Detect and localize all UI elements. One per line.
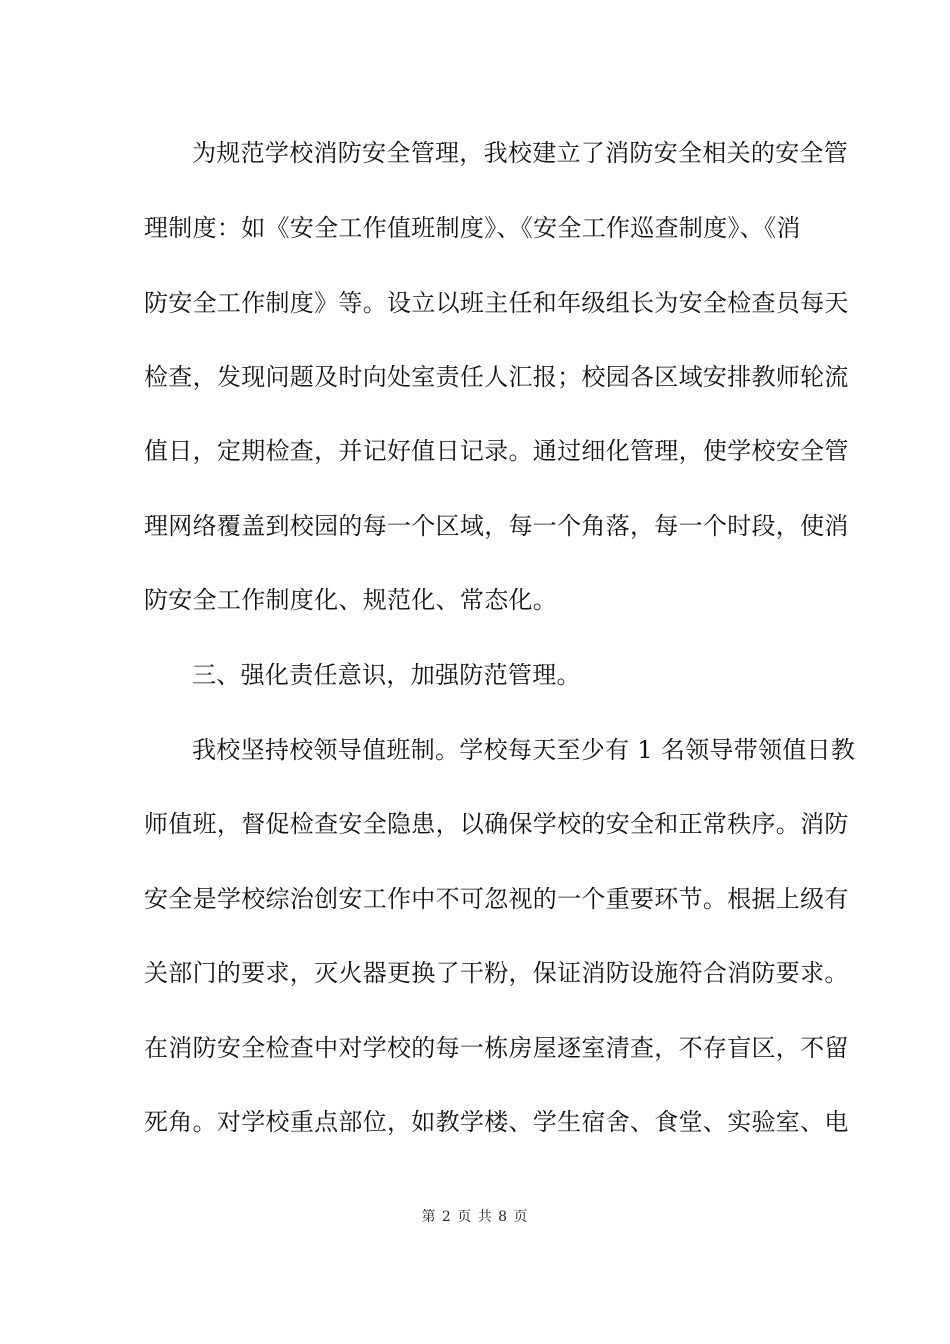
- paragraph-line: 检查，发现问题及时向处室责任人汇报；校园各区域安排教师轮流: [144, 363, 849, 391]
- paragraph-line: 关部门的要求，灭火器更换了干粉，保证消防设施符合消防要求。: [144, 959, 849, 987]
- paragraph-line: 为规范学校消防安全管理，我校建立了消防安全相关的安全管: [192, 139, 849, 167]
- page-number-footer: 第 2 页 共 8 页: [421, 1209, 529, 1225]
- paragraph-line: 师值班，督促检查安全隐患，以确保学校的安全和正常秩序。消防: [144, 810, 849, 838]
- paragraph-line: 我校坚持校领导值班制。学校每天至少有 1 名领导带领值日教: [192, 736, 856, 764]
- section-heading: 三、强化责任意识，加强防范管理。: [192, 661, 581, 689]
- paragraph-line: 在消防安全检查中对学校的每一栋房屋逐室清查，不存盲区，不留: [144, 1034, 849, 1062]
- paragraph-line: 防安全工作制度》等。设立以班主任和年级组长为安全检查员每天: [144, 289, 849, 317]
- paragraph-line: 理网络覆盖到校园的每一个区域，每一个角落，每一个时段，使消: [144, 512, 849, 540]
- paragraph-line: 理制度：如《安全工作值班制度》、《安全工作巡查制度》、《消: [144, 214, 801, 242]
- paragraph-line: 安全是学校综治创安工作中不可忽视的一个重要环节。根据上级有: [144, 885, 849, 913]
- paragraph-line: 死角。对学校重点部位，如教学楼、学生宿舍、食堂、实验室、电: [144, 1108, 849, 1136]
- paragraph-line: 值日，定期检查，并记好值日记录。通过细化管理，使学校安全管: [144, 437, 849, 465]
- paragraph-line: 防安全工作制度化、规范化、常态化。: [144, 586, 558, 614]
